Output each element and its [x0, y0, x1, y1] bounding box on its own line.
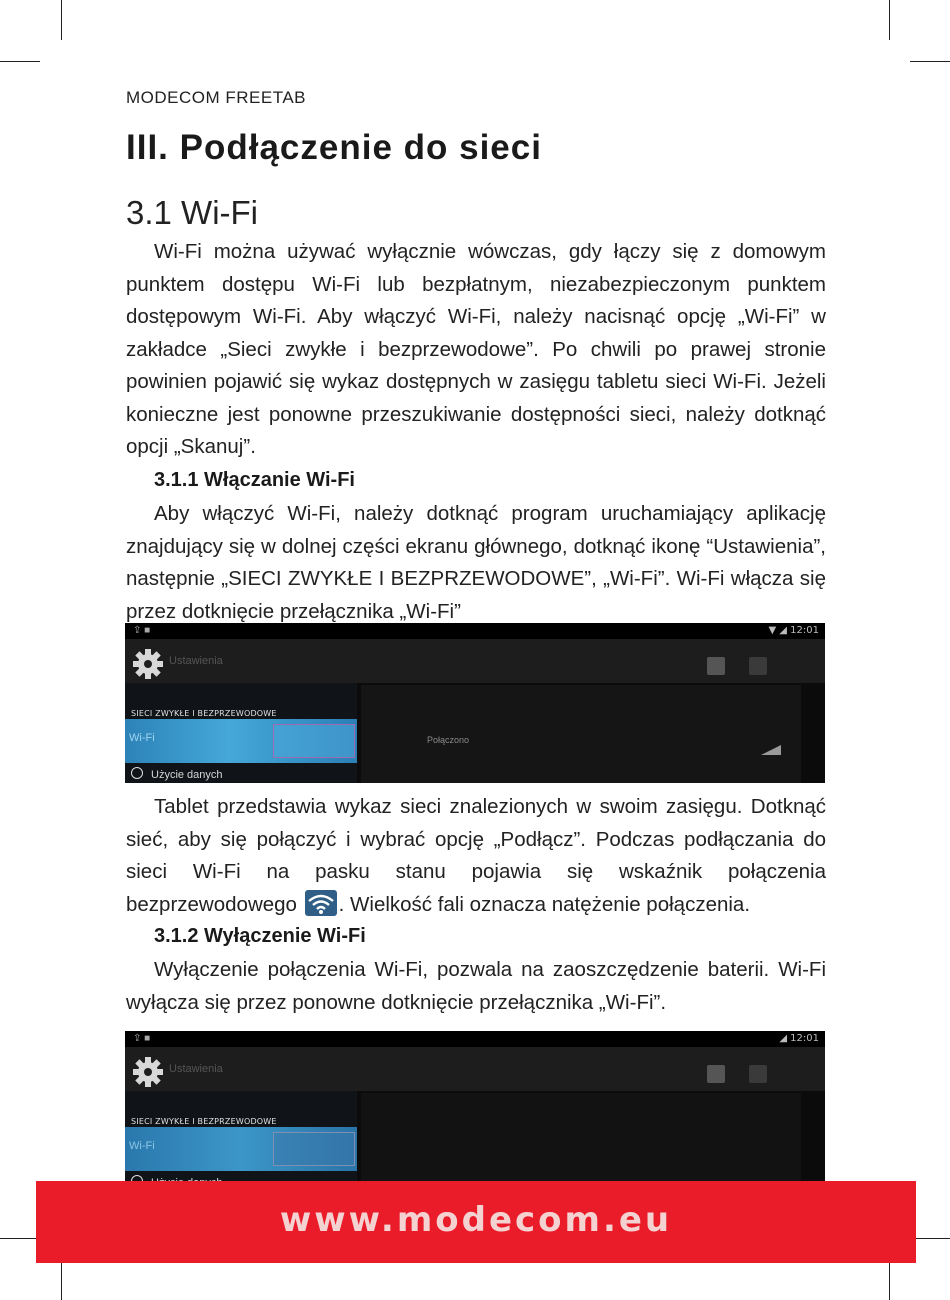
wifi-settings-item[interactable] [125, 1127, 357, 1171]
section-title: 3.1 Wi-Fi [126, 194, 258, 231]
website-url[interactable]: www.modecom.eu [279, 1200, 673, 1240]
action-bar [125, 639, 825, 683]
action-bar [125, 1047, 825, 1091]
section-label: SIECI ZWYKŁE I BEZPRZEWODOWE [131, 1117, 277, 1126]
signal-strength-text: . Wielkość fali oznacza natężenie połączenia. [338, 892, 751, 916]
settings-screenshot-wifi-off [125, 1031, 825, 1181]
status-bar [125, 623, 825, 639]
disable-paragraph: Wyłączenie połączenia Wi-Fi, pozwala na zaoszczędzenie baterii. Wi-Fi wyłącza się przez ponowne dotknięcie przełącznika „Wi-Fi”. [126, 958, 826, 1014]
data-usage-item[interactable] [131, 767, 223, 781]
enable-paragraph: Aby włączyć Wi-Fi, należy dotknąć program uruchamiający aplikację znajdujący się w dolnej części ekranu głównego, dotknąć ikonę “Ustawienia”, następnie „SIECI ZWYKŁE I BEZPRZEWODOWE”, „Wi-Fi”. Wi-Fi włącza się przez dotknięcie przełącznika „Wi-Fi” [126, 502, 826, 623]
status-icons-right: ◢ 12:01 [779, 1033, 819, 1044]
wifi-settings-item[interactable] [125, 719, 357, 763]
gear-icon[interactable] [131, 1055, 165, 1089]
settings-left-pane [125, 1091, 357, 1181]
crop-mark [910, 61, 950, 62]
wifi-toggle[interactable] [273, 724, 355, 758]
intro-paragraph: Wi-Fi można używać wyłącznie wówczas, gdy łączy się z domowym punktem dostępu Wi-Fi lub bezpłatnym, niezabezpieczonym punktem dostępowym Wi-Fi. Aby włączyć Wi-Fi, należy nacisnąć opcję „Wi-Fi” w zakładce „Sieci zwykłe i bezprzewodowe”. Po chwili po prawej stronie powinien pojawić się wykaz dostępnych w zasięgu tabletu sieci Wi-Fi. Jeżeli konieczne jest ponowne przeszukiwanie dostępności sieci, należy dotknąć opcji „Skanuj”. [126, 240, 826, 458]
network-list-pane [361, 1093, 801, 1181]
edit-icon[interactable] [707, 657, 725, 675]
settings-left-pane [125, 683, 357, 783]
crop-mark [889, 0, 890, 40]
app-title: Ustawienia [169, 1063, 223, 1075]
crop-mark [61, 1260, 62, 1300]
section-label: SIECI ZWYKŁE I BEZPRZEWODOWE [131, 709, 277, 718]
network-status[interactable]: Połączono [427, 735, 470, 745]
data-usage-label: Użycie danych [151, 769, 223, 781]
network-list-text: Tablet przedstawia wykaz sieci znalezionych w swoim zasięgu. Dotknąć sieć, aby się połączyć i wybrać opcję „Podłącz”. Podczas podłączania do sieci Wi-Fi na pasku stanu pojawia się wskaźnik połączenia bezprzewodowego [126, 795, 826, 916]
overflow-icon[interactable] [749, 1065, 767, 1083]
subsection-title-enable: 3.1.1 Włączanie Wi-Fi [154, 469, 355, 491]
footer-banner [36, 1181, 916, 1263]
subsection-title-disable: 3.1.2 Wyłączenie Wi-Fi [154, 925, 366, 947]
status-icons-right: ▼ ◢ 12:01 [768, 625, 819, 636]
crop-mark [61, 0, 62, 40]
overflow-icon[interactable] [749, 657, 767, 675]
crop-mark [0, 1238, 40, 1239]
settings-screenshot-wifi-on [125, 623, 825, 783]
wifi-item-label: Wi-Fi [129, 732, 155, 744]
gear-icon[interactable] [131, 647, 165, 681]
wifi-signal-icon [759, 743, 783, 757]
app-title: Ustawienia [169, 655, 223, 667]
chapter-title: III. Podłączenie do sieci [126, 128, 542, 167]
wifi-toggle[interactable] [273, 1132, 355, 1166]
crop-mark [910, 1238, 950, 1239]
wifi-item-label: Wi-Fi [129, 1140, 155, 1152]
crop-mark [889, 1260, 890, 1300]
status-icons-left: ⇪ ■ [133, 1033, 151, 1044]
crop-mark [0, 61, 40, 62]
running-header: MODECOM FREETAB [126, 88, 307, 107]
network-list-paragraph [126, 791, 826, 921]
status-bar [125, 1031, 825, 1047]
wifi-indicator-icon [305, 890, 337, 916]
status-icons-left: ⇪ ■ [133, 625, 151, 636]
data-usage-icon [131, 767, 143, 779]
network-list-pane [361, 685, 801, 783]
edit-icon[interactable] [707, 1065, 725, 1083]
